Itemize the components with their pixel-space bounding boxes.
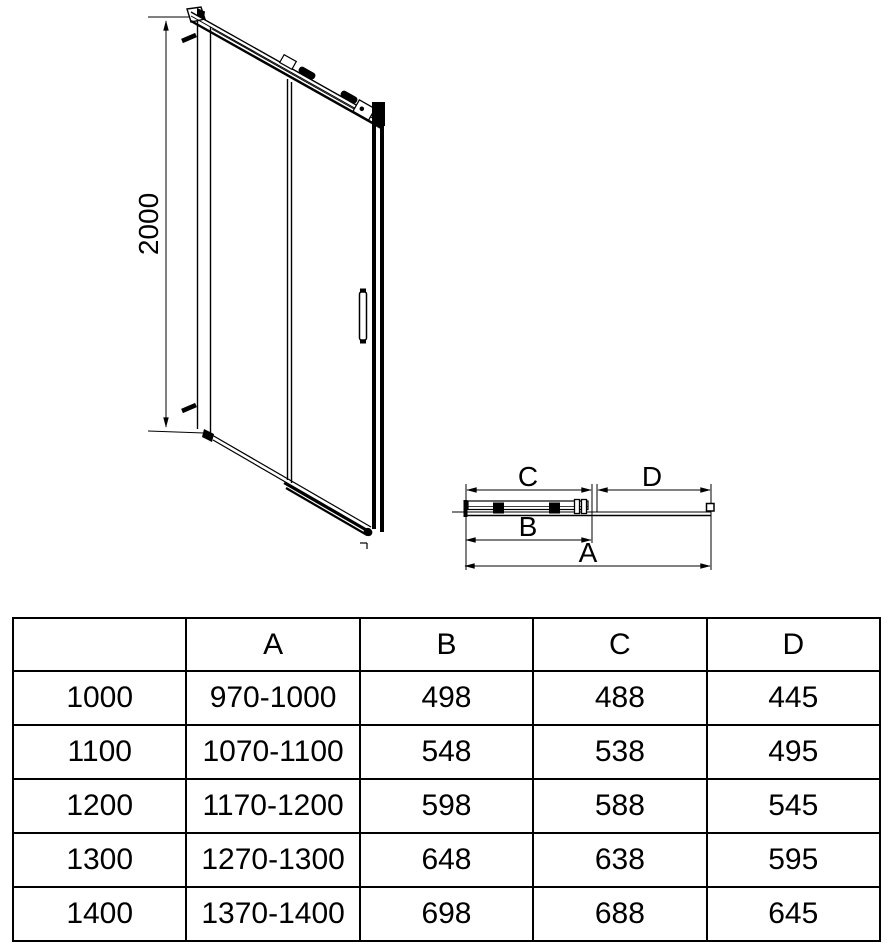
dimension-c-label: C	[517, 461, 539, 492]
cell-b: 698	[360, 887, 533, 941]
top-rail-right-cap	[353, 100, 375, 120]
table-row	[13, 671, 880, 725]
cell-size: 1300	[13, 833, 186, 887]
dimension-c	[467, 461, 591, 492]
top-rail	[187, 7, 385, 129]
cell-d: 595	[707, 833, 880, 887]
end-bracket-pin-1	[575, 500, 580, 514]
cell-b: 498	[360, 671, 533, 725]
left-wall-profile-plan	[464, 500, 468, 517]
header-c: C	[533, 618, 706, 671]
cell-size: 1200	[13, 779, 186, 833]
cell-size: 1000	[13, 671, 186, 725]
cell-c: 538	[533, 725, 706, 779]
cell-b: 548	[360, 725, 533, 779]
fixed-panel-left-edge	[198, 21, 211, 434]
cell-a: 1270-1300	[186, 833, 359, 887]
cell-a: 970-1000	[186, 671, 359, 725]
sliding-panel-plan	[468, 501, 588, 510]
plan-panel-assembly	[452, 500, 714, 518]
cell-d: 645	[707, 887, 880, 941]
header-b: B	[360, 618, 533, 671]
cell-c: 488	[533, 671, 706, 725]
cell-size: 1100	[13, 725, 186, 779]
cell-b: 598	[360, 779, 533, 833]
roller-clamp-1	[493, 503, 504, 514]
dimension-d-label: D	[641, 461, 663, 492]
header-d: D	[707, 618, 880, 671]
cell-d: 545	[707, 779, 880, 833]
roller-clamp-2	[549, 503, 560, 514]
table-row	[13, 779, 880, 833]
front-view-drawing	[133, 7, 385, 549]
cell-d: 495	[707, 725, 880, 779]
height-dimension-label: 2000	[133, 192, 164, 256]
dimension-b-label: B	[518, 511, 538, 542]
wall-bracket-top	[182, 35, 196, 41]
cell-a: 1370-1400	[186, 887, 359, 941]
height-dimension	[133, 17, 204, 433]
cell-d: 445	[707, 671, 880, 725]
header-a: A	[186, 618, 359, 671]
end-bracket-pin-2	[582, 500, 587, 514]
cell-a: 1170-1200	[186, 779, 359, 833]
dimension-d	[598, 461, 710, 492]
cell-size: 1400	[13, 887, 186, 941]
dimension-spec-table	[12, 617, 881, 942]
door-handle	[360, 289, 367, 344]
header-size	[13, 618, 186, 671]
right-end-profile-plan	[707, 504, 715, 512]
cell-a: 1070-1100	[186, 725, 359, 779]
table-header-row	[13, 618, 880, 671]
wall-bracket-bottom	[182, 405, 196, 411]
right-wall-profile	[374, 118, 382, 532]
plan-view-drawing	[452, 461, 714, 570]
cell-c: 688	[533, 887, 706, 941]
cell-c: 638	[533, 833, 706, 887]
cell-b: 648	[360, 833, 533, 887]
table-row	[13, 833, 880, 887]
table-row	[13, 725, 880, 779]
cell-c: 588	[533, 779, 706, 833]
dimension-a-label: A	[578, 537, 598, 568]
table-row	[13, 887, 880, 941]
sliding-panel-edge	[288, 79, 292, 483]
dimension-a	[465, 537, 710, 568]
